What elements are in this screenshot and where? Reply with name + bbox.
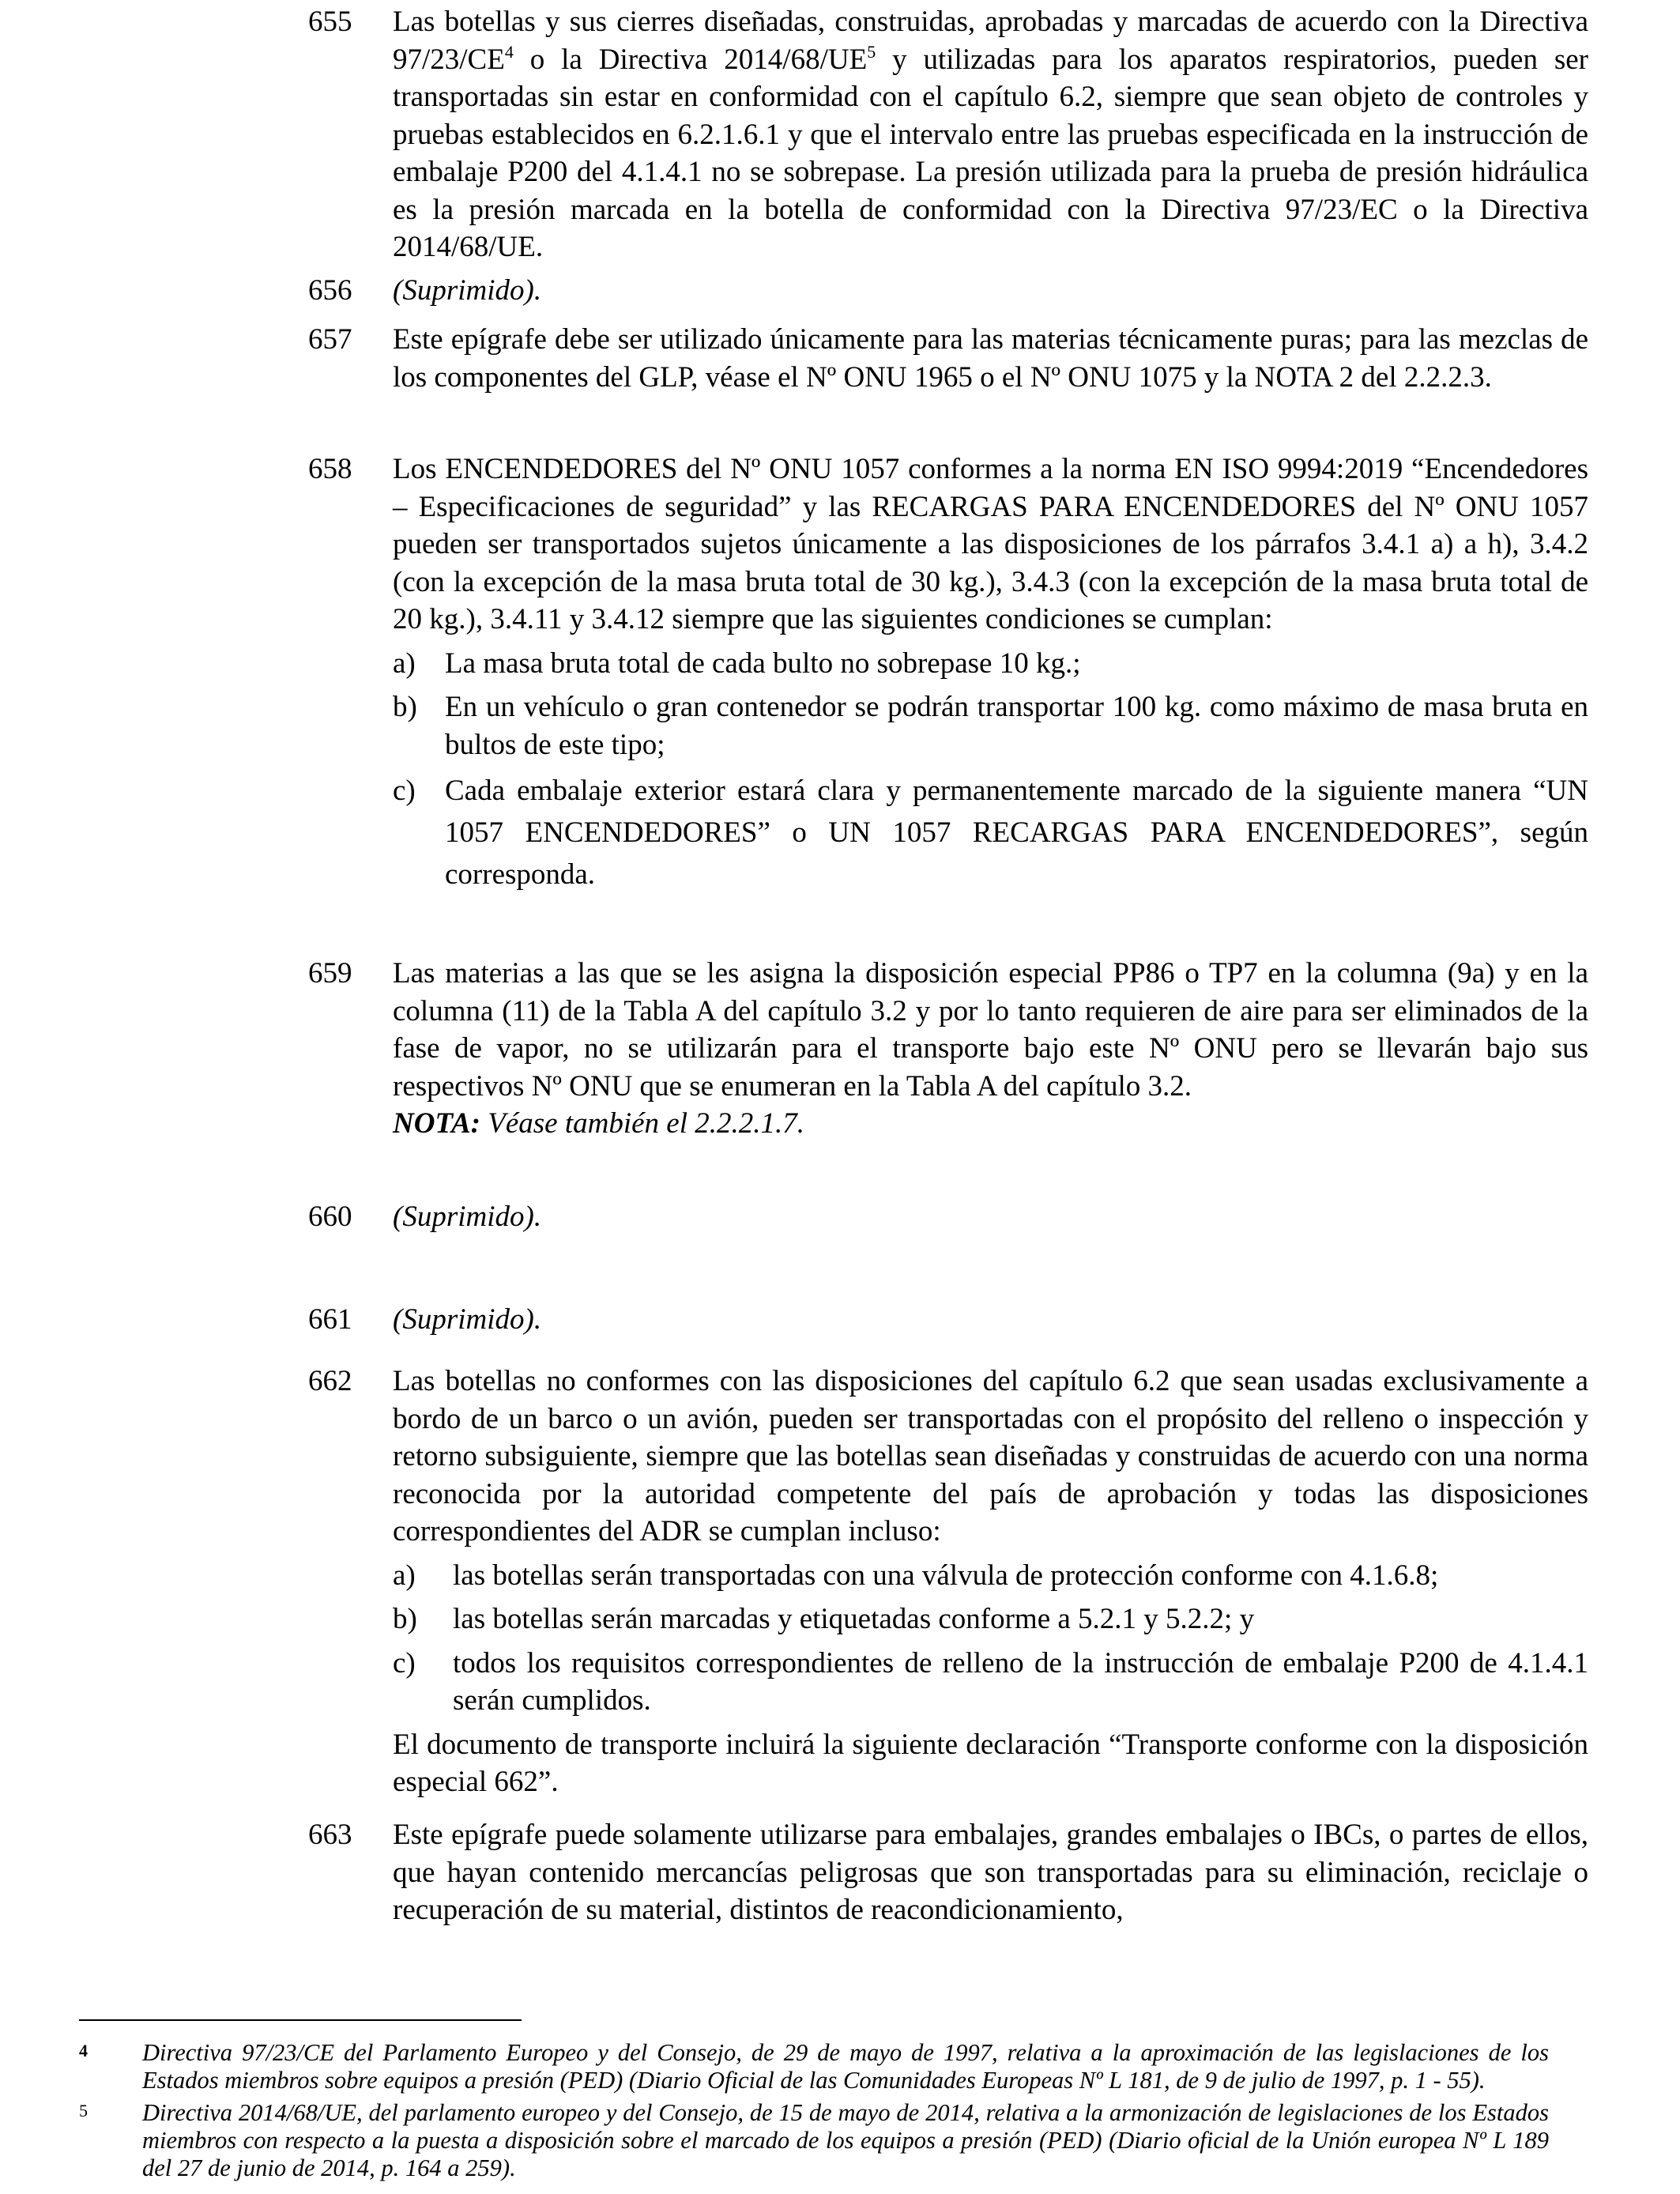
provision-body [393,1363,1588,1801]
footnote-ref-4[interactable]: 4 [504,41,514,62]
item-text: En un vehículo o gran contenedor se podrán transportar 100 kg. como máximo de masa bruta en bultos de este tipo; [445,691,1588,761]
provision-663 [308,1816,1588,1929]
item-text: La masa bruta total de cada bulto no sobrepase 10 kg.; [445,647,1081,680]
provision-body [393,1301,1588,1339]
note-label: NOTA: [393,1107,480,1140]
footnote-number: 4 [79,2041,88,2060]
item-label: c) [393,1646,416,1679]
footnote-text: Directiva 97/23/CE del Parlamento Europeo y del Consejo, de 29 de mayo de 1997, relativa a la aproximación de las legislaciones de los Estados miembros sobre equipos a presión (PED) (Diario Oficial de las Comunidades Europeas Nº L 181, de 9 de julio de 1997, p. 1 - 55). [142,2039,1549,2094]
footnote-separator [79,2019,522,2021]
footnote-text: Directiva 2014/68/UE, del parlamento europeo y del Consejo, de 15 de mayo de 2014, relativa a la armonización de legislaciones de los Estados miembros con respecto a la puesta a disposición sobre el marcado de los equipos a presión (PED) (Diario oficial de la Unión europea Nº L 189 del 27 de junio de 2014, p. 164 a 259). [142,2099,1549,2181]
item-list [393,645,1588,896]
list-item [393,770,1588,895]
footnote-5 [79,2099,1549,2182]
provision-number: 662 [308,1365,352,1397]
item-label: a) [393,647,416,680]
item-label: c) [393,775,416,807]
provision-659 [308,955,1588,1143]
provision-657 [308,321,1588,396]
provision-body [393,3,1588,266]
provision-body [393,272,1588,310]
provision-number: 659 [308,957,352,990]
note-text: Véase también el 2.2.2.1.7. [480,1107,804,1140]
provision-text: Las materias a las que se les asigna la disposición especial PP86 o TP7 en la columna (9a) y en la columna (11) de la Tabla A del capítulo 3.2 y por lo tanto requieren de aire para ser eliminados de la fase de vapor, no se utilizarán para el transporte bajo este Nº ONU pero se llevarán bajo sus respectivos Nº ONU que se enumeran en la Tabla A del capítulo 3.2. [393,957,1588,1103]
item-label: b) [393,1603,417,1635]
footnote-4 [79,2039,1549,2094]
list-item [393,1600,1588,1638]
provision-body [393,450,1588,895]
provision-number: 661 [308,1303,352,1336]
provision-number: 658 [308,453,352,485]
provision-text: Los ENCENDEDORES del Nº ONU 1057 conformes a la norma EN ISO 9994:2019 “Encendedores – Especificaciones de seguridad” y las RECARGAS PARA ENCENDEDORES del Nº ONU 1057 pueden ser transportados sujetos únicamente a las disposiciones de los párrafos 3.4.1 a) a h), 3.4.2 (con la excepción de la masa bruta total de 30 kg.), 3.4.3 (con la excepción de la masa bruta total de 20 kg.), 3.4.11 y 3.4.12 siempre que las siguientes condiciones se cumplan: [393,453,1588,635]
list-item [393,688,1588,763]
provision-number: 656 [308,274,352,307]
list-item [393,1645,1588,1720]
provision-body [393,1816,1588,1929]
item-text: las botellas serán transportadas con una válvula de protección conforme con 4.1.6.8; [453,1559,1439,1592]
provision-662 [308,1363,1588,1801]
footnote-number: 5 [79,2101,88,2120]
provision-text: Las botellas y sus cierres diseñadas, construidas, aprobadas y marcadas de acuerdo con la Directiva $97/23/CE^4$ o la Directiva $2014/68/UE^5$ y utilizadas para los aparatos respiratorios, pueden ser transportadas sin estar en conformidad con el capítulo 6.2, siempre que sean objeto de controles y pruebas establecidos en 6.2.1.6.1 y que el intervalo entre las pruebas especificada en la instrucción de embalaje P200 del 4.1.4.1 no se sobrepase. La presión utilizada para la prueba de presión hidráulica es la presión marcada en la botella de conformidad con la Directiva 97/23/EC o la Directiva 2014/68/UE. [393,6,1588,263]
provision-text: Este epígrafe puede solamente utilizarse para embalajes, grandes embalajes o IBCs, o partes de ellos, que hayan contenido mercancías peligrosas que son transportadas para su eliminación, reciclaje o recuperación de su material, distintos de reacondicionamiento, [393,1819,1588,1926]
provision-number: 660 [308,1201,352,1233]
item-text: las botellas serán marcadas y etiquetadas conforme a 5.2.1 y 5.2.2; y [453,1603,1255,1635]
list-item [393,645,1588,683]
provision-number: 655 [308,6,352,38]
item-label: b) [393,691,417,723]
item-text: Cada embalaje exterior estará clara y permanentemente marcado de la siguiente manera “UN 1057 ENCENDEDORES” o UN 1057 RECARGAS PARA ENCENDEDORES”, según corresponda. [445,775,1588,891]
note [393,1105,1588,1143]
provision-text: (Suprimido). [393,1201,542,1233]
provision-body [393,321,1588,396]
closing-statement: El documento de transporte incluirá la siguiente declaración “Transporte conforme con la disposición especial 662”. [393,1728,1588,1798]
footnote-ref-5[interactable]: 5 [867,41,876,62]
provision-body [393,955,1588,1143]
provision-text: (Suprimido). [393,274,542,307]
provision-660 [308,1198,1588,1236]
item-label: a) [393,1559,416,1592]
item-list [393,1557,1588,1720]
provision-655 [308,3,1588,266]
provision-number: 663 [308,1819,352,1851]
list-item [393,1557,1588,1595]
provision-656 [308,272,1588,310]
provision-text: (Suprimido). [393,1303,542,1336]
provision-658 [308,450,1588,902]
item-text: todos los requisitos correspondientes de relleno de la instrucción de embalaje P200 de 4.1.4.1 serán cumplidos. [453,1646,1588,1717]
provision-body [393,1198,1588,1236]
provision-text: Este epígrafe debe ser utilizado únicamente para las materias técnicamente puras; para las mezclas de los componentes del GLP, véase el Nº ONU 1965 o el Nº ONU 1075 y la NOTA 2 del 2.2.2.3. [393,323,1588,394]
provision-number: 657 [308,323,352,356]
provision-661 [308,1301,1588,1339]
provision-text: Las botellas no conformes con las disposiciones del capítulo 6.2 que sean usadas exclusivamente a bordo de un barco o un avión, pueden ser transportadas con el propósito del relleno o inspección y retorno subsiguiente, siempre que las botellas sean diseñadas y construidas de acuerdo con una norma reconocida por la autoridad competente del país de aprobación y todas las disposiciones correspondientes del ADR se cumplan incluso: [393,1365,1588,1547]
